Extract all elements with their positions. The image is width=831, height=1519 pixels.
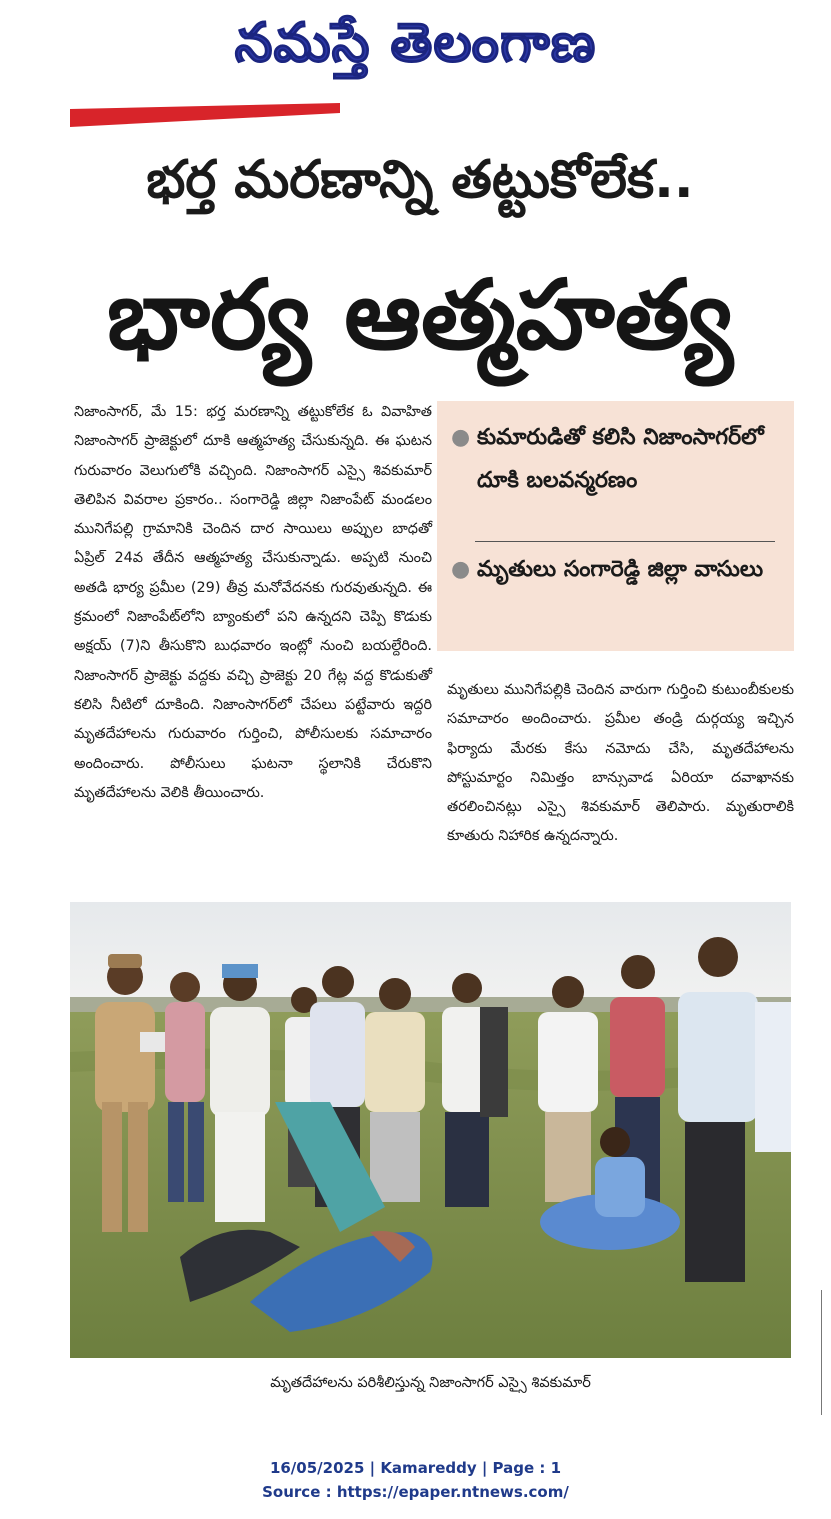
headline-kicker: భర్త మరణాన్ని తట్టుకోలేక.. — [146, 150, 694, 210]
highlight-item — [451, 416, 781, 502]
headline-main: భార్య ఆత్మహత్య — [107, 259, 733, 371]
highlight-item — [451, 548, 781, 591]
news-photo — [70, 902, 791, 1358]
page-footer — [0, 1456, 831, 1504]
bullet-icon: ● — [451, 425, 471, 450]
highlight-text: కుమారుడితో కలిసి నిజాంసాగర్‌లో దూకి బలవన్మరణం — [477, 425, 764, 493]
article-body-right: మృతులు మునిగేపల్లికి చెందిన వారుగా గుర్తించి కుటుంబీకులకు సమాచారం అందించారు. ప్రమీల తండ్రి దుర్గయ్య ఇచ్చిన ఫిర్యాదు మేరకు కేసు నమోదు చేసి, మృతదేహాలను పోస్టుమార్టం నిమిత్తం బాన్సువాడ ఏరియా దవాఖానకు తరలించినట్లు ఎస్సై శివకుమార్ తెలిపారు. మృతురాలికి కూతురు నిహారిక ఉన్నదన్నారు. — [447, 682, 794, 845]
column-rule — [821, 1290, 822, 1415]
bullet-icon: ● — [451, 557, 471, 582]
footer-source-line: Source : https://epaper.ntnews.com/ — [262, 1483, 569, 1501]
red-accent-bar — [70, 103, 340, 127]
newspaper-logo: నమస్తే తెలంగాణ — [234, 11, 597, 74]
news-photo-illustration — [70, 902, 791, 1358]
photo-caption: మృతదేహాలను పరిశీలిస్తున్న నిజాంసాగర్ ఎస్సై శివకుమార్ — [270, 1375, 591, 1391]
highlights-box — [437, 401, 794, 651]
highlight-divider — [475, 541, 775, 542]
masthead — [0, 0, 831, 80]
footer-date-line: 16/05/2025 | Kamareddy | Page : 1 — [269, 1459, 562, 1477]
article-body-left: నిజాంసాగర్, మే 15: భర్త మరణాన్ని తట్టుకోలేక ఓ వివాహిత నిజాంసాగర్ ప్రాజెక్టులో దూకి ఆత్మహత్య చేసుకున్నది. ఈ ఘటన గురువారం వెలుగులోకి వచ్చింది. నిజాంసాగర్ ఎస్సై శివకుమార్ తెలిపిన వివరాల ప్రకారం.. సంగారెడ్డి జిల్లా నిజాంపేట్ మండలం మునిగేపల్లి గ్రామానికి చెందిన దార సాయిలు అప్పుల బాధతో ఏప్రిల్ 24వ తేదీన ఆత్మహత్య చేసుకున్నాడు. అప్పటి నుంచి అతడి భార్య ప్రమీల (29) తీవ్ర మనోవేదనకు గురవుతున్నది. ఈ క్రమంలో నిజాంపేట్‌లోని బ్యాంకులో పని ఉన్నదని చెప్పి కొడుకు అక్షయ్ (7)ని తీసుకొని బుధవారం ఇంట్లో నుంచి బయల్దేరింది. నిజాంసాగర్ ప్రాజెక్టు వద్దకు వచ్చి ప్రాజెక్టు 20 గేట్ల వద్ద కొడుకుతో కలిసి నీటిలో దూకింది. నిజాంసాగర్‌లో చేపలు పట్టేవారు ఇద్దరి మృతదేహాలను గురువారం గుర్తించి, పోలీసులకు సమాచారం అందించారు. పోలీసులు ఘటనా స్థలానికి చేరుకొని మృతదేహాలను వెలికి తీయించారు. — [74, 404, 432, 801]
highlight-text: మృతులు సంగారెడ్డి జిల్లా వాసులు — [477, 557, 764, 582]
